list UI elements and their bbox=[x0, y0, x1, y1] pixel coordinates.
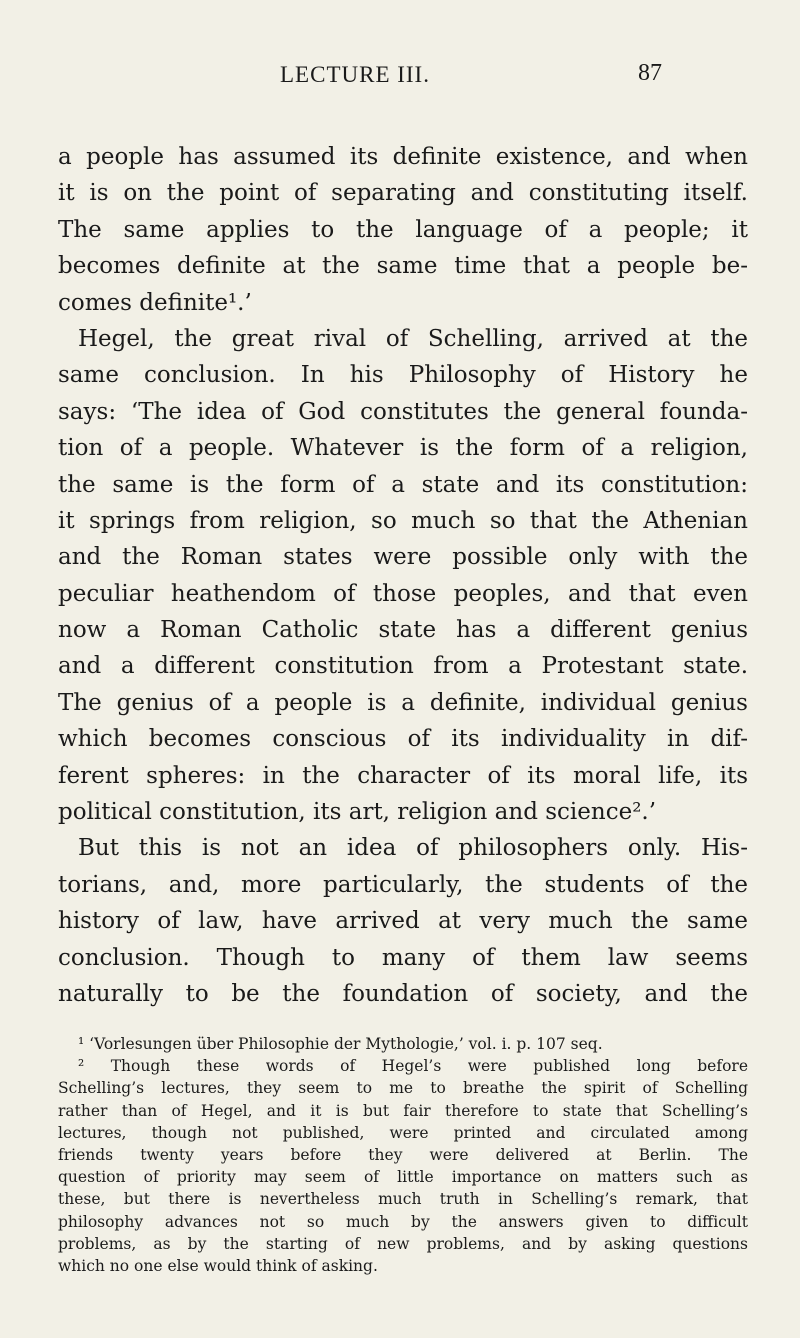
footnote-line: friends twenty years before they were delivered at Berlin. The bbox=[58, 1145, 748, 1164]
footnote-line: rather than of Hegel, and it is but fair therefore to state that Schelling’s bbox=[58, 1101, 748, 1120]
text-line: But this is not an idea of philosophers only. His- bbox=[78, 835, 748, 862]
running-head: LECTURE III. bbox=[280, 62, 430, 87]
footnote-line: these, but there is nevertheless much truth in Schelling’s remark, that bbox=[58, 1190, 748, 1209]
page-header bbox=[0, 60, 800, 100]
text-line: peculiar heathendom of those peoples, and that even bbox=[58, 580, 748, 607]
text-line: which becomes conscious of its individuality in dif- bbox=[58, 726, 748, 753]
footnotes bbox=[58, 1033, 748, 1277]
text-line: history of law, have arrived at very much the same bbox=[58, 908, 748, 935]
text-line: The same applies to the language of a people; it bbox=[58, 216, 748, 243]
text-line: torians, and, more particularly, the students of the bbox=[58, 871, 748, 898]
text-line: The genius of a people is a definite, individual genius bbox=[58, 689, 748, 716]
footnote-line: Schelling’s lectures, they seem to me to breathe the spirit of Schelling bbox=[58, 1079, 748, 1098]
text-line: ferent spheres: in the character of its moral life, its bbox=[58, 762, 748, 789]
footnote-line: philosophy advances not so much by the answers given to difficult bbox=[58, 1212, 748, 1231]
text-line: the same is the form of a state and its constitution: bbox=[58, 471, 748, 498]
footnote-line: ¹ ‘Vorlesungen über Philosophie der Mythologie,’ vol. i. p. 107 seq. bbox=[78, 1035, 603, 1053]
footnote-line: lectures, though not published, were printed and circulated among bbox=[58, 1123, 748, 1142]
text-line: political constitution, its art, religion and science².’ bbox=[58, 799, 657, 826]
text-line: now a Roman Catholic state has a different genius bbox=[58, 617, 748, 644]
body-text bbox=[58, 139, 748, 1012]
text-line: and the Roman states were possible only with the bbox=[58, 544, 748, 571]
footnote-line: question of priority may seem of little importance on matters such as bbox=[58, 1168, 748, 1187]
text-line: comes definite¹.’ bbox=[58, 289, 252, 316]
text-line: naturally to be the foundation of society, and the bbox=[58, 980, 748, 1007]
text-line: says: ‘The idea of God constitutes the general founda- bbox=[58, 398, 748, 425]
footnote-line: ² Though these words of Hegel’s were published long before bbox=[78, 1057, 748, 1076]
text-line: Hegel, the great rival of Schelling, arrived at the bbox=[78, 325, 748, 352]
page-number: 87 bbox=[638, 60, 662, 86]
text-line: conclusion. Though to many of them law seems bbox=[58, 944, 748, 971]
footnote-line: which no one else would think of asking. bbox=[58, 1256, 378, 1275]
text-line: and a different constitution from a Protestant state. bbox=[58, 653, 748, 680]
text-line: becomes definite at the same time that a people be- bbox=[58, 253, 748, 280]
text-line: tion of a people. Whatever is the form of a religion, bbox=[58, 435, 748, 462]
footnote-line: problems, as by the starting of new problems, and by asking questions bbox=[58, 1234, 748, 1253]
text-line: it is on the point of separating and constituting itself. bbox=[58, 180, 748, 207]
text-line: same conclusion. In his Philosophy of History he bbox=[58, 362, 748, 389]
text-line: it springs from religion, so much so that the Athenian bbox=[58, 507, 748, 534]
text-line: a people has assumed its definite existence, and when bbox=[58, 144, 748, 170]
